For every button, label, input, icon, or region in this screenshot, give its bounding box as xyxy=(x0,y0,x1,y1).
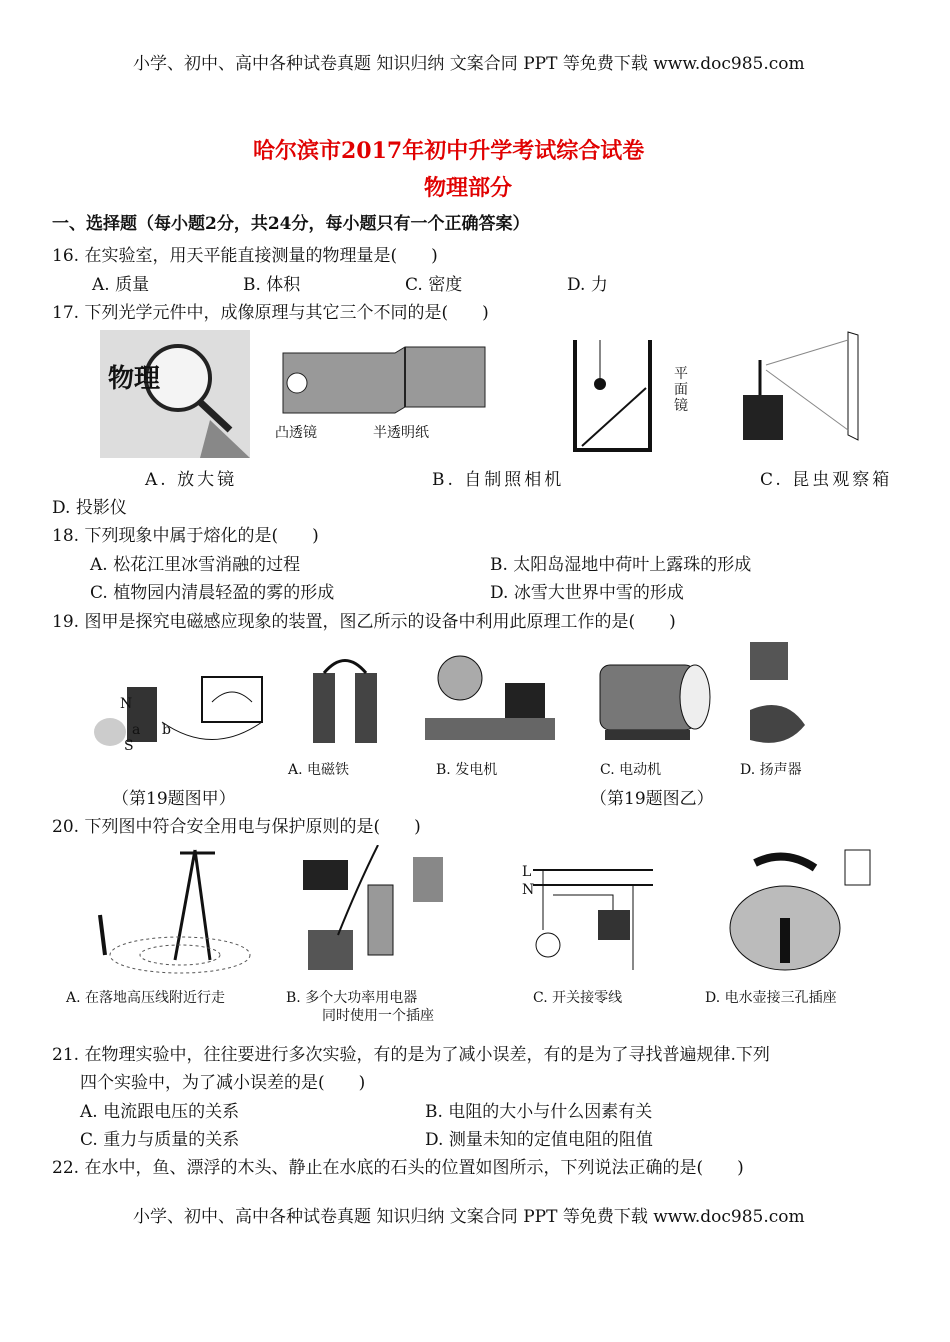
magnifier-text: 物理 xyxy=(108,364,161,394)
neutral-wire-label: N xyxy=(522,882,535,898)
q21-stem-line2: 四个实验中，为了减小误差的是( ) xyxy=(80,1073,366,1093)
q16-option-c: C. 密度 xyxy=(405,275,463,295)
q21-option-c: C. 重力与质量的关系 xyxy=(80,1130,240,1150)
generator-figure xyxy=(420,648,560,748)
q18-option-c: C. 植物园内清晨轻盈的雾的形成 xyxy=(90,583,335,603)
wire-a-label: a xyxy=(132,722,141,738)
q17-option-d: D. 投影仪 xyxy=(52,498,127,518)
magnet-s-label: S xyxy=(124,738,134,754)
q19-caption-b: （第19题图乙） xyxy=(590,789,714,809)
q19-caption-a: （第19题图甲） xyxy=(112,789,236,809)
q19-option-d: D. 扬声器 xyxy=(740,762,802,778)
kettle-figure xyxy=(700,848,875,973)
q21-stem: 21. 在物理实验中，往往要进行多次实验，有的是为了减小误差，有的是为了寻找普遍规律.下列 xyxy=(52,1045,770,1065)
q19-option-b: B. 发电机 xyxy=(436,762,498,778)
q18-option-a: A. 松花江里冰雪消融的过程 xyxy=(90,555,301,575)
q21-option-d: D. 测量未知的定值电阻的阻值 xyxy=(425,1130,653,1150)
q20-option-b-line2: 同时使用一个插座 xyxy=(322,1008,434,1024)
switch-circuit-figure xyxy=(518,860,658,975)
q20-stem: 20. 下列图中符合安全用电与保护原则的是( ) xyxy=(52,817,421,837)
page-footer: 小学、初中、高中各种试卷真题 知识归纳 文案合同 PPT 等免费下载 www.doc985.com xyxy=(133,1207,805,1227)
camera-figure xyxy=(275,345,490,441)
wire-b-label: b xyxy=(162,722,171,738)
q20-option-d: D. 电水壶接三孔插座 xyxy=(705,990,837,1006)
q20-option-c: C. 开关接零线 xyxy=(533,990,623,1006)
projector-figure xyxy=(738,330,863,445)
live-wire-label: L xyxy=(522,864,532,880)
q22-stem: 22. 在水中，鱼、漂浮的木头、静止在水底的石头的位置如图所示，下列说法正确的是( ) xyxy=(52,1158,744,1178)
q16-stem: 16. 在实验室，用天平能直接测量的物理量是( ) xyxy=(52,246,438,266)
q18-option-b: B. 太阳岛湿地中荷叶上露珠的形成 xyxy=(490,555,752,575)
q17-option-a: A. 放大镜 xyxy=(145,470,238,490)
q16-option-b: B. 体积 xyxy=(243,275,301,295)
magnet-n-label: N xyxy=(120,696,133,712)
speaker-figure xyxy=(745,640,815,755)
q16-option-a: A. 质量 xyxy=(92,275,150,295)
q18-stem: 18. 下列现象中属于熔化的是( ) xyxy=(52,526,319,546)
mirror-label: 平面镜 xyxy=(674,366,688,414)
motor-figure xyxy=(590,655,715,745)
q20-option-a: A. 在落地高压线附近行走 xyxy=(66,990,226,1006)
q19-stem: 19. 图甲是探究电磁感应现象的装置，图乙所示的设备中利用此原理工作的是( ) xyxy=(52,612,676,632)
q17-option-c: C. 昆虫观察箱 xyxy=(760,470,893,490)
magnifier-figure xyxy=(100,330,250,458)
page-header: 小学、初中、高中各种试卷真题 知识归纳 文案合同 PPT 等免费下载 www.doc985.com xyxy=(133,54,805,74)
q17-option-b: B. 自制照相机 xyxy=(432,470,565,490)
page-subtitle: 物理部分 xyxy=(424,175,513,201)
q19-option-c: C. 电动机 xyxy=(600,762,662,778)
q21-option-b: B. 电阻的大小与什么因素有关 xyxy=(425,1102,653,1122)
insect-box-figure xyxy=(570,338,688,453)
q19-option-a: A. 电磁铁 xyxy=(288,762,350,778)
q21-option-a: A. 电流跟电压的关系 xyxy=(80,1102,240,1122)
convex-lens-label: 凸透镜 xyxy=(275,425,317,441)
q17-stem: 17. 下列光学元件中，成像原理与其它三个不同的是( ) xyxy=(52,303,489,323)
page-title: 哈尔滨市2017年初中升学考试综合试卷 xyxy=(253,138,645,164)
paper-label: 半透明纸 xyxy=(373,425,429,441)
induction-setup-figure xyxy=(92,662,282,762)
section-heading: 一、选择题（每小题2分，共24分，每小题只有一个正确答案） xyxy=(52,214,530,234)
overloaded-socket-figure xyxy=(298,845,463,975)
q20-option-b: B. 多个大功率用电器 xyxy=(286,990,418,1006)
electromagnet-figure xyxy=(305,648,390,748)
power-line-figure xyxy=(80,845,260,975)
q16-option-d: D. 力 xyxy=(567,275,608,295)
q18-option-d: D. 冰雪大世界中雪的形成 xyxy=(490,583,684,603)
